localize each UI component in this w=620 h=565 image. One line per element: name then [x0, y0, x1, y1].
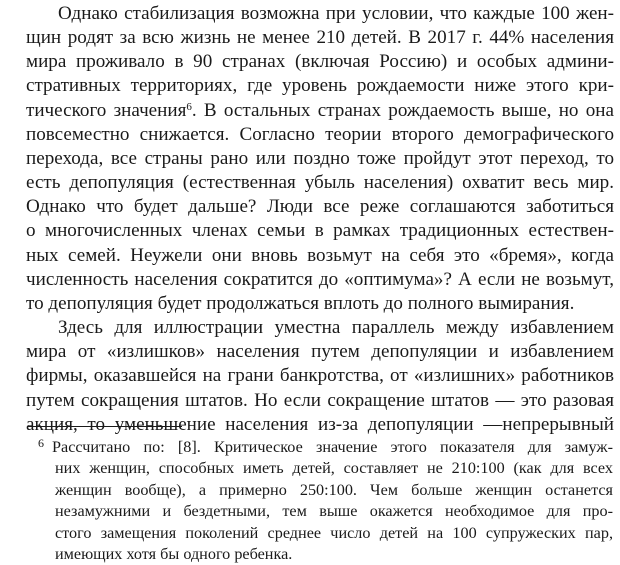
footnote-separator [28, 426, 182, 427]
paragraph-1 [26, 2, 614, 316]
text-line-with-footnote [26, 99, 614, 123]
footnote-line: женщин вообще), а примерно 250:100. Чем больше женщин останется [55, 480, 613, 499]
text-line: перехода, все страны рано или поздно тоже пройдут этот переход, то [26, 147, 614, 169]
footnote-line: стого замещения поколений среднее число детей на 100 супружеских пар, [55, 523, 613, 542]
footnote [28, 437, 613, 565]
text-line: путем сокращения штатов. Но если сокращение штатов — это разовая [26, 389, 614, 411]
text-line: повсеместно снижается. Согласно теории второго демографического [26, 123, 614, 145]
text-segment: . В остальных странах рождаемость выше, но она [191, 99, 614, 121]
text-line: Однако что будет дальше? Люди все реже соглашаются заботиться [26, 196, 614, 218]
text-segment: тического значения [26, 99, 187, 121]
footnote-line: них женщин, способных иметь детей, составляет не 210:100 (как для всех [55, 459, 613, 478]
footnote-line [28, 437, 613, 458]
text-line: численность населения сократится до «оптимума»? А если не возьмут, [26, 268, 614, 290]
text-line: ных семей. Неужели они вновь возьмут на себя это «бремя», когда [26, 244, 614, 266]
paragraph-2 [26, 316, 614, 437]
text-line: щин родят за всю жизнь не менее 210 детей. В 2017 г. 44% населения [26, 27, 614, 49]
footnote-reference[interactable]: 6 [186, 100, 192, 113]
text-line: фирмы, оказавшейся на грани банкротства, от «излишних» работников [26, 365, 614, 387]
main-text [26, 2, 614, 437]
text-segment: Рассчитано по: [8]. Критическое значение этого показателя для замуж- [52, 438, 613, 456]
text-line: о многочисленных членах семьи в рамках традиционных естествен- [26, 220, 614, 242]
footnote-line: незамужними и бездетными, тем выше окажется необходимое для про- [55, 502, 613, 521]
text-line: Однако стабилизация возможна при условии, что каждые 100 жен- [58, 3, 614, 24]
text-line: то депопуляция будет продолжаться вплоть до полного вымирания. [26, 292, 575, 314]
text-line: стративных территориях, где уровень рождаемости ниже этого кри- [26, 75, 614, 97]
text-line: акция, то уменьшение населения из-за депопуляции —непрерывный [26, 413, 614, 435]
text-line: мира от «излишков» населения путем депопуляции и избавлением [26, 341, 614, 363]
footnote-number: 6 [38, 435, 44, 450]
text-line: мира проживало в 90 странах (включая Россию) и особых админи- [26, 51, 614, 73]
text-line: Здесь для иллюстрации уместна параллель между избавлением [58, 317, 614, 339]
text-line: есть депопуляция (естественная убыль населения) охватит весь мир. [26, 172, 614, 194]
footnote-line: имеющих хотя бы одного ребенка. [55, 545, 293, 564]
